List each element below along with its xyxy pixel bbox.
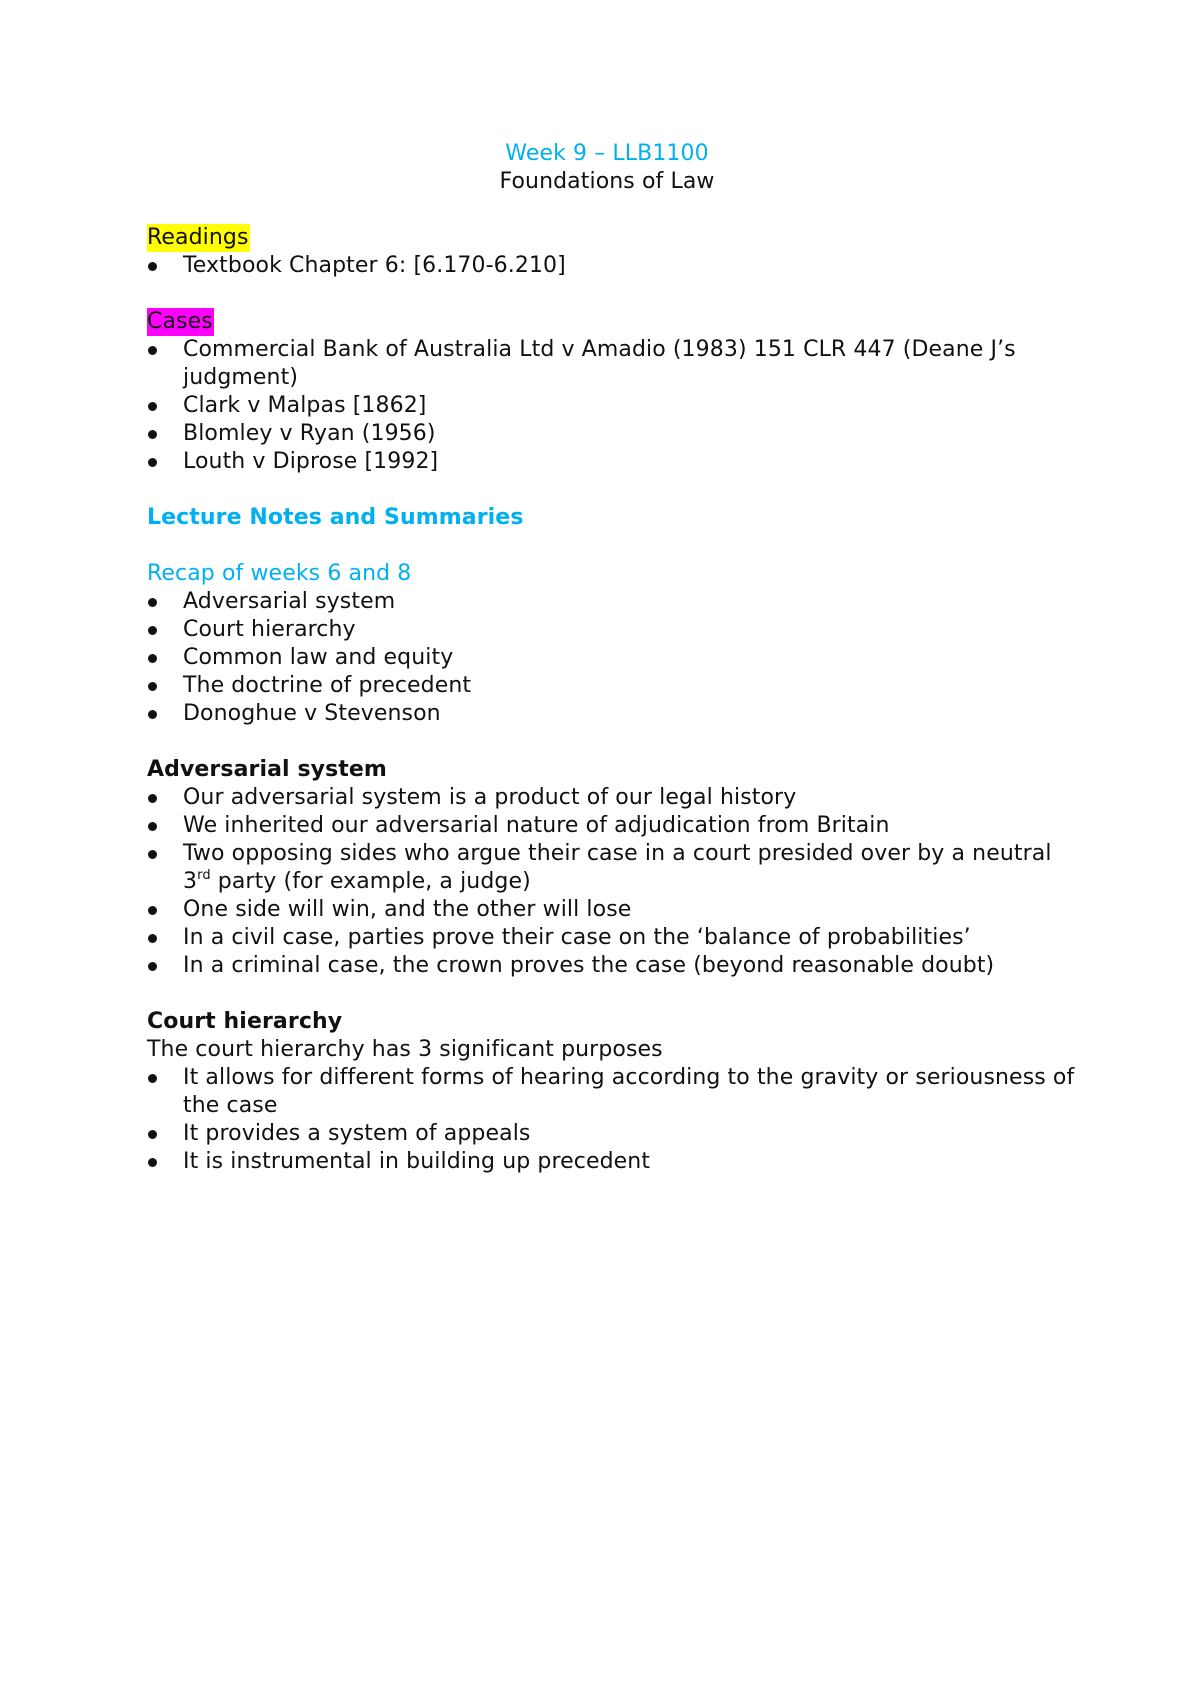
list-item-text: Our adversarial system is a product of our legal history <box>183 785 797 810</box>
bullet-icon <box>148 934 157 943</box>
list-item <box>147 448 1077 476</box>
list-item-text: It provides a system of appeals <box>183 1121 531 1146</box>
court-hierarchy-intro: The court hierarchy has 3 significant purposes <box>147 1037 663 1062</box>
bullet-icon <box>148 682 157 691</box>
list-item-text: It allows for different forms of hearing according to the gravity or seriousness of the case <box>183 1065 1075 1118</box>
list-item <box>147 1064 1077 1120</box>
list-item-text: Clark v Malpas [1862] <box>183 393 427 418</box>
list-item <box>147 672 1077 700</box>
spacer <box>147 196 1077 224</box>
spacer <box>147 532 1077 560</box>
court-hierarchy-heading: Court hierarchy <box>147 1009 343 1034</box>
recap-heading: Recap of weeks 6 and 8 <box>147 561 412 586</box>
bullet-icon <box>148 1158 157 1167</box>
list-item-text: It is instrumental in building up precedent <box>183 1149 651 1174</box>
list-item-text: Textbook Chapter 6: [6.170-6.210] <box>183 253 566 278</box>
adversarial-section <box>147 756 1077 980</box>
list-item-text: Commercial Bank of Australia Ltd v Amadio (1983) 151 CLR 447 (Deane J’s judgment) <box>183 337 1016 390</box>
spacer <box>147 980 1077 1008</box>
recap-list <box>147 588 1077 728</box>
list-item <box>147 784 1077 812</box>
list-item <box>147 616 1077 644</box>
cases-list <box>147 336 1077 476</box>
bullet-icon <box>148 1074 157 1083</box>
document-subtitle: Foundations of Law <box>499 169 715 194</box>
bullet-icon <box>148 822 157 831</box>
cases-section <box>147 308 1077 476</box>
list-item <box>147 840 1077 896</box>
bullet-icon <box>148 262 157 271</box>
bullet-icon <box>148 346 157 355</box>
list-item-text: Donoghue v Stevenson <box>183 701 441 726</box>
text-part: Two opposing sides who argue their case in a court presided over by a neutral 3 <box>183 841 1052 894</box>
recap-section <box>147 560 1077 728</box>
court-hierarchy-section <box>147 1008 1077 1176</box>
list-item <box>147 812 1077 840</box>
court-hierarchy-list <box>147 1064 1077 1176</box>
list-item <box>147 1148 1077 1176</box>
list-item <box>147 392 1077 420</box>
list-item-text: Common law and equity <box>183 645 454 670</box>
text-part: party (for example, a judge) <box>210 869 531 894</box>
bullet-icon <box>148 654 157 663</box>
list-item-text: The doctrine of precedent <box>183 673 472 698</box>
spacer <box>147 728 1077 756</box>
list-item-text: Court hierarchy <box>183 617 356 642</box>
list-item <box>147 420 1077 448</box>
document-title: Week 9 – LLB1100 <box>505 141 709 166</box>
bullet-icon <box>148 402 157 411</box>
bullet-icon <box>148 850 157 859</box>
list-item <box>147 336 1077 392</box>
bullet-icon <box>148 906 157 915</box>
list-item-text: Adversarial system <box>183 589 396 614</box>
bullet-icon <box>148 710 157 719</box>
adversarial-heading: Adversarial system <box>147 757 387 782</box>
lecture-notes-heading: Lecture Notes and Summaries <box>147 505 524 530</box>
list-item-text: Blomley v Ryan (1956) <box>183 421 436 446</box>
bullet-icon <box>148 430 157 439</box>
list-item <box>147 252 1077 280</box>
list-item-text: One side will win, and the other will lose <box>183 897 632 922</box>
list-item <box>147 924 1077 952</box>
list-item-text: Louth v Diprose [1992] <box>183 449 439 474</box>
readings-heading: Readings <box>147 225 249 250</box>
bullet-icon <box>148 598 157 607</box>
readings-list <box>147 252 1077 280</box>
list-item-text: In a criminal case, the crown proves the case (beyond reasonable doubt) <box>183 953 995 978</box>
spacer <box>147 476 1077 504</box>
bullet-icon <box>148 626 157 635</box>
list-item <box>147 588 1077 616</box>
list-item <box>147 1120 1077 1148</box>
bullet-icon <box>148 1130 157 1139</box>
document-page <box>147 140 1077 1176</box>
list-item <box>147 700 1077 728</box>
bullet-icon <box>148 962 157 971</box>
cases-heading: Cases <box>147 309 213 334</box>
ordinal-superscript: rd <box>197 868 211 883</box>
list-item-text: We inherited our adversarial nature of adjudication from Britain <box>183 813 890 838</box>
adversarial-list <box>147 784 1077 980</box>
spacer <box>147 280 1077 308</box>
list-item <box>147 896 1077 924</box>
bullet-icon <box>148 458 157 467</box>
list-item-text <box>183 841 1052 894</box>
list-item <box>147 952 1077 980</box>
bullet-icon <box>148 794 157 803</box>
readings-section <box>147 224 1077 280</box>
list-item-text: In a civil case, parties prove their case on the ‘balance of probabilities’ <box>183 925 971 950</box>
list-item <box>147 644 1077 672</box>
